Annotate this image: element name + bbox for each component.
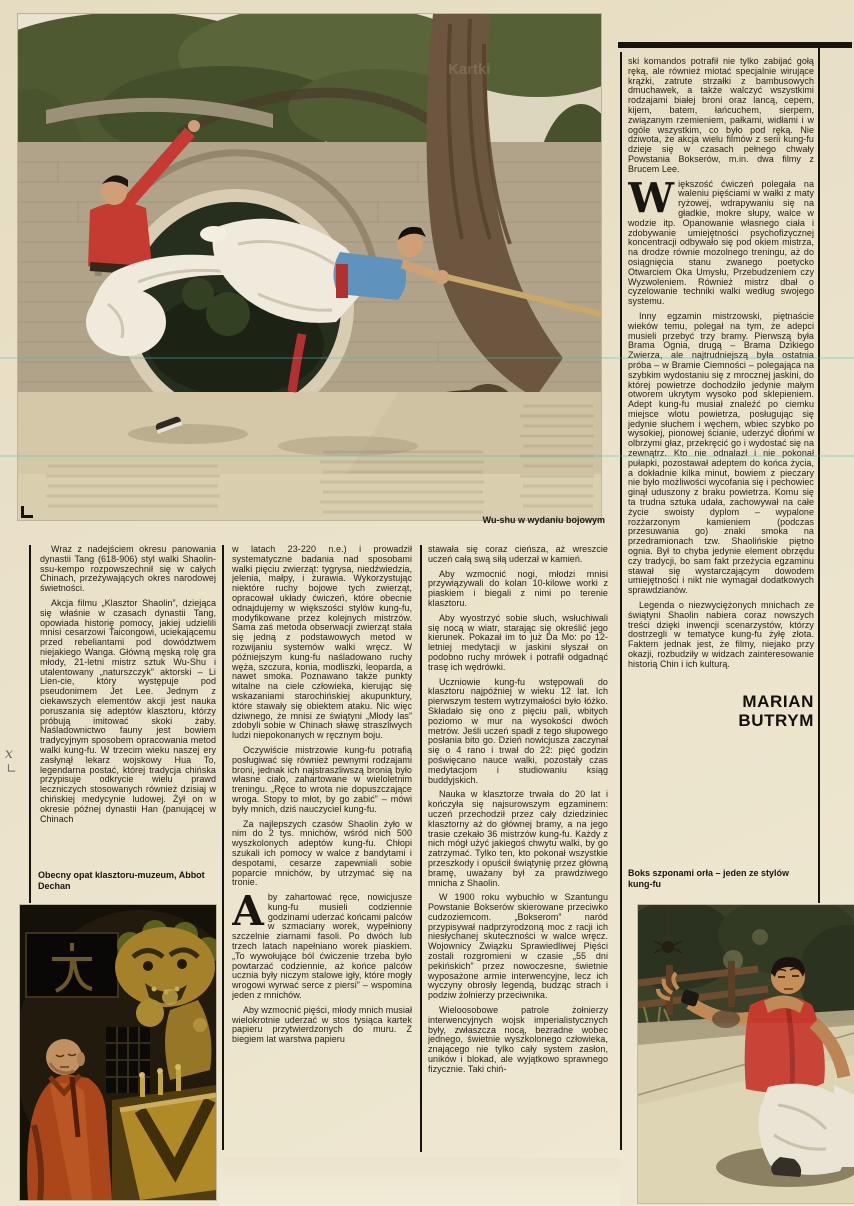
abbot-photo <box>20 905 216 1200</box>
paragraph: ski komandos potrafił nie tylko zabijać gołą ręką, ale również miotać specjalnie wirujące krążki, zatrute strzałki z bambusowych dmuchawek, a także walczyć wszystkimi rodzajami białej broni oraz lancą, cepem, kijem, batem, łańcuchem, sierpem, związanym rzemieniem, pałkami, widłami i w ogóle wszystkim, co było pod ręką. Nie dziwota, że akcja wielu filmów z serii kung-fu dzieje się w czasach pełnego chwały Powstania Bokserów, m.in. dwa filmy z Brucem Lee. <box>628 57 814 174</box>
paragraph: Większość ćwiczeń polegała na waleniu pięściami w wałki z maty ryżowej, wdrapywaniu się na gładkie, mokre słupy, walce w wodzie itp. Opanowanie własnego ciała i zdobywanie umiejętności psychofizycznej koncentracji odbywało się pod okiem mistrza, na drodze równie mozolnego treningu, aż do osiągnięcia stanu zwanego poetycko Otwarciem Oka Umysłu, Przebudzeniem czy Wyzwoleniem. Również mistrz dbał o cyzelowanie techniki walki według swojego systemu. <box>628 173 814 307</box>
abbot-photo-caption: Obecny opat klasztoru-muzeum, Abbot Dechan <box>38 870 205 891</box>
paragraph: Legenda o niezwyciężonych mnichach ze świątyni Shaolin nabiera coraz nowszych treści dzięki inwencji scenarzystów, którzy dostrzegli w tematyce kung-fu żyłę złota. Faktem jednak jest, że filmy, niejako przy okazji, rozbudziły w widzach zainteresowanie historią Chin i ich kulturą. <box>628 600 814 669</box>
rule-col1-col2 <box>222 545 224 1150</box>
eagle-photo <box>638 905 854 1203</box>
margin-mark-angle: ∟ <box>6 762 17 777</box>
paragraph: stawała się coraz cieńsza, aż wreszcie uczeń całą swą siłą uderzał w kamień. <box>428 545 608 564</box>
rule-col1-left <box>29 545 31 903</box>
paragraph: Aby wyostrzyć sobie słuch, wsłuchiwali się nocą w wiatr, starając się określić jego kierunek. Pokazał im to już Da Mo: po 12-letniej medytacji w jaskini słyszał on podobno ruchy mrówek i potrafił odgadnąć trasę ich wędrówki. <box>428 612 608 672</box>
paragraph: Wraz z nadejściem okresu panowania dynastii Tang (618-906) styl walki Shaolin-ssu-kempo rozpowszechnił się w całych Chinach, przeżywających okres narodowej świetności. <box>40 545 216 594</box>
paper-bottom-strip <box>220 1158 620 1206</box>
main-photo-caption: Wu-shu w wydaniu bojowym <box>482 515 605 525</box>
paragraph: Aby wzmocnić pięści, młody mnich musiał wielokrotnie uderzać w stos tysiąca kartek papieru przytwierdzonych do muru. Z biegiem lat warstwa papieru <box>232 1004 412 1045</box>
paragraph: Za najlepszych czasów Shaolin żyło w nim do 2 tys. mnichów, wśród nich 500 wyszkolonych adeptów kung-fu. Chłopi szukali ich pomocy w walce z bandytami i despotami, cesarze zapewniali sobie poparcie mnichów, by utrzymać się na tronie. <box>232 818 412 888</box>
paragraph: w latach 23-220 n.e.) i prowadził systematyczne badania nad sposobami walki pięciu zwierząt: tygrysa, niedźwiedzia, jelenia, małpy, i żurawia. Wykorzystując niektóre ruchy bojowe tych zwierząt, opracował układy ćwiczeń, które obecnie odnajdujemy w większości stylów kung-fu, modyfikowane przez kolejnych mistrzów. Sama zaś metoda obserwacji zwierząt stała się jedną z podstawowych metod w rozwijaniu systemów walki wręcz. W późniejszym kung-fu naśladowano ruchy węża, szczura, konia, modliszki, leoparda, a nawet smoka. Poznawano także punkty witalne na ciele człowieka, kierując się wskazaniami starochińskiej akupunktury, które stawały się obiektem ataku. Nic więc dziwnego, że mnisi ze świątyni „Młody las” zdobyli sobie w Chinach sławę straszliwych ludzi niepokonanych w ręcznym boju. <box>232 545 412 741</box>
paragraph: Aby wzmocnić nogi, młodzi mnisi przywiązywali do kolan 10-kilowe worki z piaskiem i biegali z nimi po terenie klasztoru. <box>428 568 608 608</box>
paragraph: Oczywiście mistrzowie kung-fu potrafią posługiwać się również pewnymi rodzajami broni, jednak ich najstraszliwszą bronią było własne ciało, zahartowane w wieloletnim treningu. „Ręce to wrota nie dopuszczające wroga. Stopy to młot, by go zabić” – mówi były mnich, dziś nauczyciel kung-fu. <box>232 744 412 814</box>
column-3 <box>428 545 608 1160</box>
column-1 <box>40 545 216 867</box>
paragraph: Uczniowie kung-fu wstępowali do klasztoru najpóźniej w wieku 12 lat. Ich pierwszym testem wytrzymałości było łóżko. Składało się ono z pięciu pali, wbitych poziomo w mur na wysokości dwóch metrów. Jeśli uczeń spadł z tego słupowego posłania bito go. Dzień nowicjusza zaczynał się o 4 rano i trwał do 22: pięć godzin poświęcano nauce walki, pozostały czas medytacjom i studiowaniu ksiąg buddyjskich. <box>428 676 608 785</box>
rule-right-col-right <box>818 48 820 903</box>
paragraph: Inny egzamin mistrzowski, piętnaście wieków temu, polegał na tym, że adepci musieli przebyć trzy bramy. Pierwszą była Brama Ognia, drugą – Brama Dzikiego Zwierza, ale najtrudniejszą była ostatnia próba – w Bramie Ciemności – polegająca na szybkim wydostaniu się z mrocznej jaskini, do której powietrze dochodziło jedynie małym otworem ukrytym wysoko pod sklepieniem. Adept kung-fu musiał znaleźć po ciemku miejsce wlotu powietrza, posługując się jedynie słuchem i węchem, wbiec szybko po wysokiej, pionowej ścianie, uderzyć dłońmi w olbrzymi głaz, przekręcić go i wydostać się na zewnątrz. Kto nie odnalazł i nie pokonał pułapki, pozostawał adeptem do końca życia, a dokładnie kilka minut, bowiem z pieczary nie było możliwości wycofania się i pechowiec ginął uduszony z braku powietrza. Komu się ta trudna sztuka udała, zachowywał na całe życie swoisty dyplom – wypalone rozżarzonym kamieniem (podczas przesuwania go) znaki smoka na przedramionach tzw. Shaolińskie piętno ognia. Był to chyba jedynie element obrzędu czy tradycji, bo sam fakt przeżycia egzaminu stawał się wystarczającym dowodem umiejętności i nikt nie wymagał dodatkowych sprawdzianów. <box>628 310 814 596</box>
showthrough-headline: Kartki <box>448 61 491 78</box>
dropcap-a: A <box>232 887 264 936</box>
eagle-photo-caption: Boks szponami orła – jeden ze stylów kung-fu <box>628 868 790 889</box>
paragraph: Akcja filmu „Klasztor Shaolin”, dziejąca się właśnie w czasach dynastii Tang, opowiada historię pomocy, jakiej udzielili mnisi cesarzowi Taicongowi, uciekającemu przed rebeliantami pod dowództwem niejakiego Wanga. Główną męską rolę gra młody, 21-letni mistrz sztuk Wu-Shu i utalentowany „naturszczyk” aktorski – Li Lien-cie, który występuje pod pseudonimem Jet Lee. Jednym z ciekawszych elementów akcji jest nauka poruszania się adeptów klasztoru, którzy próbują imitować skoki żaby. Naśladownictwo fauny jest bowiem tradycyjnym sposobem opracowania metod walki kung-fu. W trzecim wieku naszej ery zasłynął lekarz wojskowy Hua To, legendarna postać, której tradycja chińska przypisuje odkrycie wielu prawd leczniczych stosowanych również dzisiaj w chińskiej medycynie ludowej. Żył on w okresie późnej dynastii Han (panującej w Chinach <box>40 597 216 824</box>
paragraph: Aby zahartować ręce, nowicjusze kung-fu musieli codziennie godzinami uderzać końcami palców w szmaciany worek, wypełniony szczelnie ziarnami fasoli. Po dwóch lub trzech latach napełniano worek piaskiem. „To wywołujące ból ćwiczenie trzeba było powtarzać codziennie, aż końce palców ucznia były niczym stalowe igły, które mogły wrogowi wyrwać serce z piersi” – wspomina jeden z mnichów. <box>232 887 412 1001</box>
top-bar <box>618 42 852 48</box>
dropcap-w: W <box>628 173 675 222</box>
column-2 <box>232 545 412 1147</box>
rule-col2-col3 <box>420 545 422 1152</box>
paragraph: Wieloosobowe patrole żołnierzy interwencyjnych wojsk imperialistycznych były, zwłaszcza nocą, bezradne wobec jednego, świetnie wyszkolonego człowieka, znającego nie tylko cały system zasłon, uników i blokad, ale wyjątkowo sprawnego fizycznie. Taki chiń- <box>428 1005 608 1074</box>
paragraph: Nauka w klasztorze trwała do 20 lat i kończyła się najsurowszym egzaminem: uczeń przechodził przez cały dziedziniec klasztorny aż do głównej bramy, a na jego trasie czekało 36 mistrzów kung-fu. Każdy z nich mógł użyć jakiegoś chwytu walki, by go zatrzymać. Tylko ten, kto pokonał wszystkie przeszkody i opuścił świątynię przez główną bramę, uważany był za prawdziwego mnicha z Shaolin. <box>428 789 608 888</box>
main-photo-wushu-fight <box>18 14 601 520</box>
right-column <box>628 57 814 867</box>
author-name: MARIAN BUTRYM <box>738 691 814 730</box>
rule-right-col-left <box>620 52 622 1150</box>
crop-mark <box>21 506 33 518</box>
paragraph: W 1900 roku wybuchło w Szantungu Powstanie Bokserów skierowane przeciwko cudzoziemcom. „Bokserom” naród przypisywał nadprzyrodzoną moc z racji ich niesłychanej skuteczności w walce wręcz. Wojownicy Związku Sprawiedliwej Pięści zostali rozgromieni w czasie „55 dni pekińskich” przez nowoczesne, świetnie wyposażone armie interwencyjne, lecz ich wyczyny obrosły legendą, budząc strach i podziw żołnierzy przeciwnika. <box>428 892 608 1001</box>
margin-mark-x: x <box>5 746 13 762</box>
